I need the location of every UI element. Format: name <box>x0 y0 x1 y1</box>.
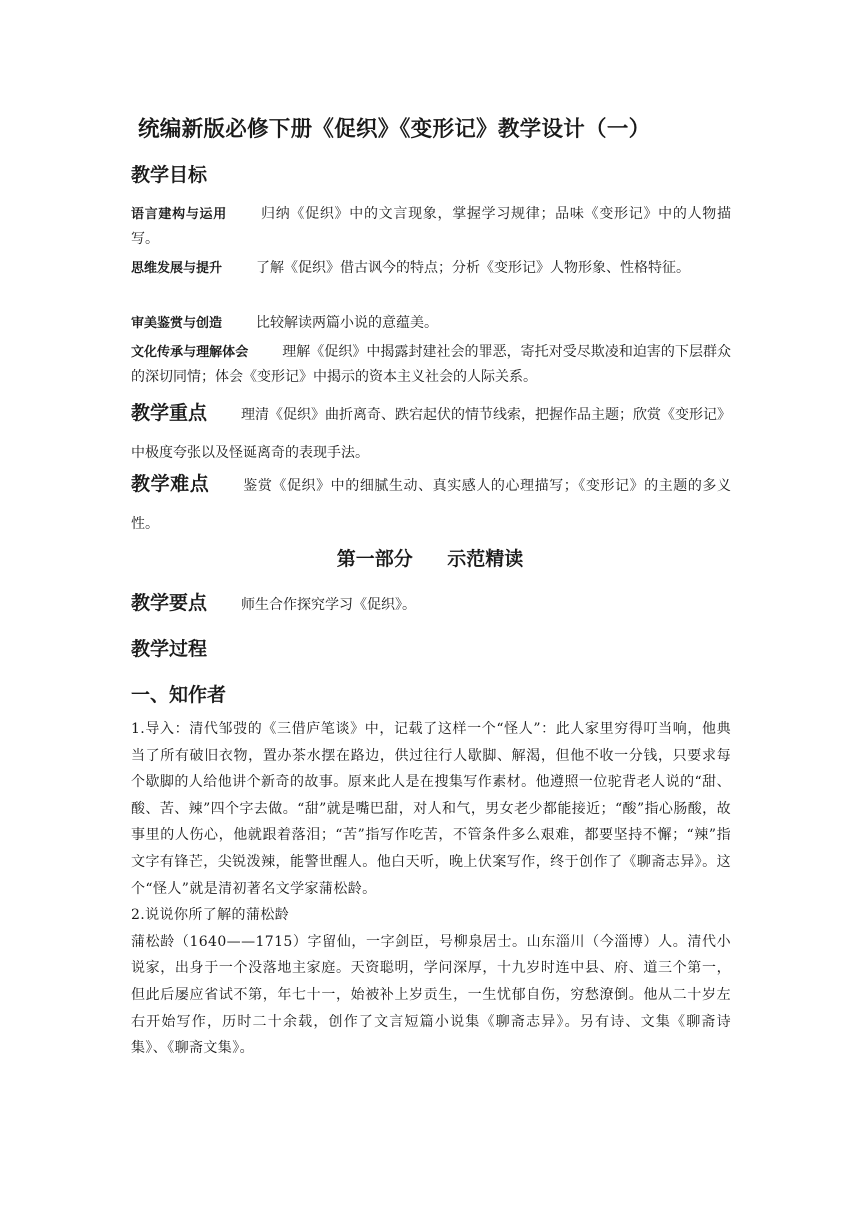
objective-item <box>131 340 731 390</box>
objective-text: 了解《促织》借古讽今的特点；分析《变形记》人物形象、性格特征。 <box>256 260 691 276</box>
difficulties <box>131 465 731 543</box>
essentials-text: 师生合作探究学习《促织》。 <box>241 597 417 613</box>
objective-label: 思维发展与提升 <box>131 261 223 276</box>
objective-label: 文化传承与理解体会 <box>131 345 249 360</box>
part-title: 第一部分 示范精读 <box>336 548 524 570</box>
key-points <box>131 394 731 472</box>
difficulties-text: 鉴赏《促织》中的细腻生动、真实感人的心理描写；《变形记》的主题的多义性。 <box>131 478 731 532</box>
process-heading: 教学过程 <box>131 638 208 660</box>
objective-item <box>131 202 731 252</box>
document-title: 统编新版必修下册《促织》《变形记》教学设计（一） <box>138 117 651 142</box>
essentials <box>131 589 731 619</box>
paragraph: 蒲松龄（1640——1715）字留仙，一字剑臣，号柳泉居士。山东淄川（今淄博）人。清代小说家，出身于一个没落地主家庭。天资聪明，学问深厚，十九岁时连中县、府、道三个第一，但此后屡应省试不第，年七十一，始被补上岁贡生，一生忧郁自伤，穷愁潦倒。他从二十岁左右开始写作，历时二十余载，创作了文言短篇小说集《聊斋志异》。另有诗、文集《聊斋诗集》、《聊斋文集》。 <box>131 933 731 1057</box>
paragraph: 2.说说你所了解的蒲松龄 <box>131 907 290 924</box>
body-text <box>131 716 731 1062</box>
key-points-heading: 教学重点 <box>131 402 208 424</box>
objective-label: 审美鉴赏与创造 <box>131 316 223 331</box>
difficulties-heading: 教学难点 <box>131 473 210 495</box>
objective-text: 归纳《促织》中的文言现象，掌握学习规律；品味《变形记》中的人物描写。 <box>131 206 731 247</box>
objective-label: 语言建构与运用 <box>131 207 227 222</box>
objective-item <box>131 311 731 336</box>
objective-item <box>131 256 731 281</box>
essentials-heading: 教学要点 <box>131 592 208 614</box>
objectives-heading: 教学目标 <box>131 164 208 186</box>
objective-text: 理解《促织》中揭露封建社会的罪恶，寄托对受尽欺凌和迫害的下层群众的深切同情；体会《变形记》中揭示的资本主义社会的人际关系。 <box>131 344 731 385</box>
key-points-text: 理清《促织》曲折离奇、跌宕起伏的情节线索，把握作品主题；欣赏《变形记》中极度夸张以及怪诞离奇的表现手法。 <box>131 407 732 461</box>
paragraph: 1.导入：清代邹弢的《三借庐笔谈》中，记载了这样一个“怪人”：此人家里穷得叮当响，他典当了所有破旧衣物，置办茶水摆在路边，供过往行人歇脚、解渴，但他不收一分钱，只要求每个歇脚的人给他讲个新奇的故事。原来此人是在搜集写作素材。他遵照一位驼背老人说的“甜、酸、苦、辣”四个字去做。“甜”就是嘴巴甜，对人和气，男女老少都能接近；“酸”指心肠酸，故事里的人伤心，他就跟着落泪；“苦”指写作吃苦，不管条件多么艰难，都要坚持不懈；“辣”指文字有锋芒，尖锐泼辣，能警世醒人。他白天听，晚上伏案写作，终于创作了《聊斋志异》。这个“怪人”就是清初著名文学家蒲松龄。 <box>131 721 731 897</box>
objective-text: 比较解读两篇小说的意蕴美。 <box>256 315 439 331</box>
section-heading: 一、知作者 <box>131 684 227 706</box>
